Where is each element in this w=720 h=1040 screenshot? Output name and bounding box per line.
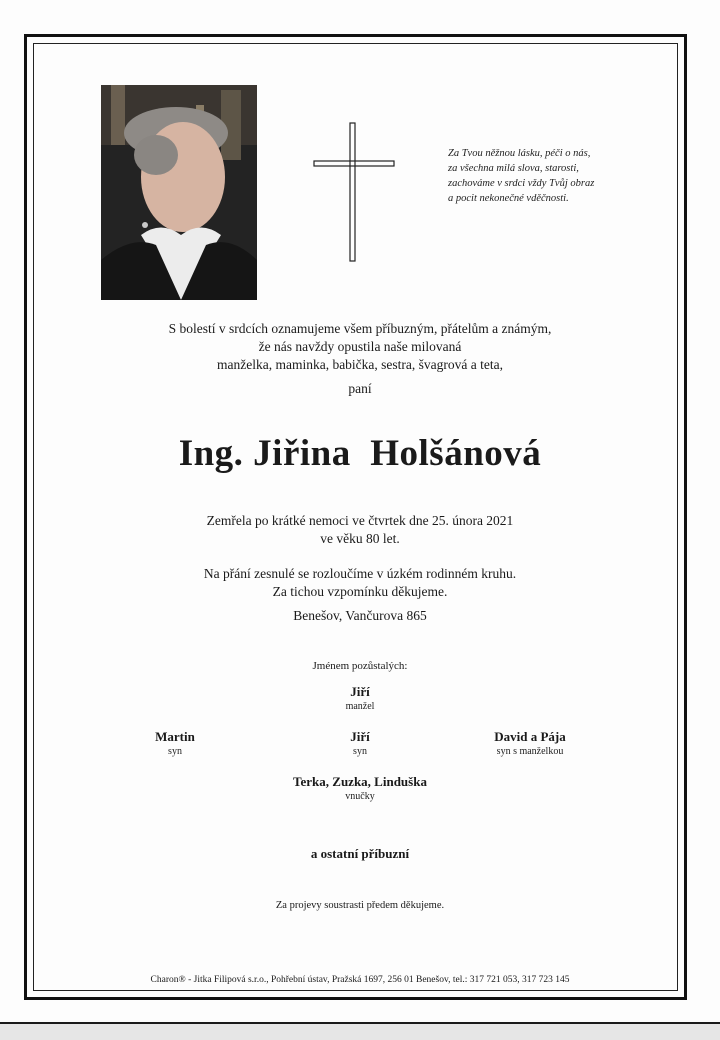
poem-line: Za Tvou něžnou lásku, péči o nás, — [448, 148, 591, 159]
mourner-name: David a Pája — [494, 729, 566, 744]
mourner-name: Jiří — [350, 729, 370, 744]
honorific: paní — [348, 381, 372, 396]
announcement-line: manželka, maminka, babička, sestra, švagrová a teta, — [216, 357, 503, 372]
mourner-name: Martin — [155, 729, 195, 744]
poem-line: zachováme v srdci vždy Tvůj obraz — [448, 178, 595, 189]
death-line: Zemřela po krátké nemoci ve čtvrtek dne 25. února 2021 — [206, 513, 514, 528]
farewell-text — [60, 565, 660, 601]
deceased-name: Ing. Jiřina Holšánová — [178, 433, 542, 474]
cross-icon — [313, 122, 395, 262]
address: Benešov, Vančurova 865 — [293, 608, 427, 623]
announcement-line: že nás navždy opustila naše milovaná — [258, 339, 462, 354]
poem-line: a pocit nekonečné vděčnosti. — [448, 193, 569, 204]
death-line: ve věku 80 let. — [320, 531, 400, 546]
portrait-photo — [101, 85, 257, 300]
poem — [448, 146, 633, 206]
mourner-role: syn s manželkou — [496, 746, 564, 757]
mourner-role: manžel — [345, 701, 375, 712]
mourner-name: Jiří — [350, 684, 370, 699]
mourners-header: Jménem pozůstalých: — [312, 660, 408, 672]
announcement-line: S bolestí v srdcích oznamujeme všem příbuzným, přátelům a známým, — [168, 321, 552, 336]
mourner-grandchildren — [250, 774, 470, 803]
mourner-name: Terka, Zuzka, Linduška — [293, 774, 427, 789]
mourner-child — [290, 729, 430, 758]
announcement-text — [60, 320, 660, 374]
mourner-child — [110, 729, 240, 758]
mourner-child — [460, 729, 600, 758]
other-relatives: a ostatní příbuzní — [310, 846, 410, 861]
death-notice — [60, 512, 660, 548]
mourner-role: vnučky — [345, 791, 375, 802]
farewell-line: Za tichou vzpomínku děkujeme. — [272, 584, 448, 599]
mourner-spouse — [290, 684, 430, 713]
farewell-line: Na přání zesnulé se rozloučíme v úzkém rodinném kruhu. — [203, 566, 517, 581]
funeral-service-footer: Charon® - Jitka Filipová s.r.o., Pohřební ústav, Pražská 1697, 256 01 Benešov, tel.: 317 721 053, 317 723 145 — [150, 975, 570, 985]
condolence-thanks: Za projevy soustrasti předem děkujeme. — [275, 900, 445, 911]
mourner-role: syn — [353, 746, 367, 757]
poem-line: za všechna milá slova, starosti, — [448, 163, 579, 174]
bottom-edge — [0, 1022, 720, 1040]
mourner-role: syn — [168, 746, 182, 757]
